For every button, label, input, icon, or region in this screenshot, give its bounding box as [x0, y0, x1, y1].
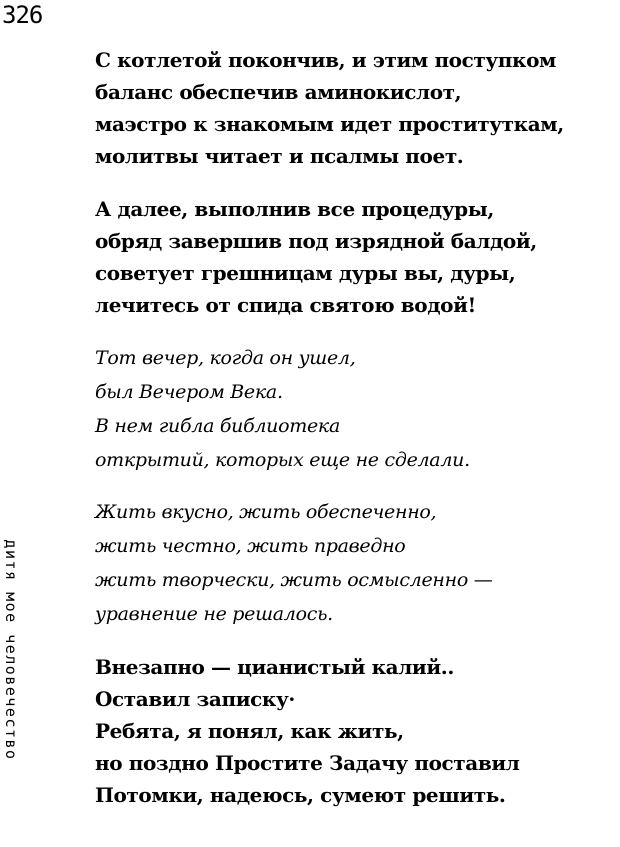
poem-body — [95, 44, 615, 811]
poem-line: С котлетой покончив, и этим поступком — [95, 48, 556, 72]
stanza-2 — [95, 193, 615, 321]
poem-line: но поздно Простите Задачу поставил — [95, 751, 520, 775]
poem-line: обряд завершив под изрядной балдой, — [95, 229, 537, 253]
stanza-3 — [95, 341, 615, 477]
stanza-4 — [95, 495, 615, 631]
page-number: 326 — [2, 1, 43, 29]
poem-line: Оставил записку· — [95, 687, 295, 711]
poem-line: жить честно, жить праведно — [95, 535, 406, 557]
running-title: дитя мое человечество — [2, 539, 20, 761]
poem-line: Внезапно — цианистый калий.. — [95, 655, 454, 679]
poem-line: советует грешницам дуры вы, дуры, — [95, 261, 516, 285]
poem-line: А далее, выполнив все процедуры, — [95, 197, 494, 221]
poem-line: баланс обеспечив аминокислот, — [95, 80, 462, 104]
poem-line: лечитесь от спида святою водой! — [95, 293, 476, 317]
poem-line: Ребята, я понял, как жить, — [95, 719, 404, 743]
poem-line: открытий, которых еще не сделали. — [95, 449, 470, 471]
poem-line: молитвы читает и псалмы поет. — [95, 144, 464, 168]
poem-line: уравнение не решалось. — [95, 603, 333, 625]
poem-line: жить творчески, жить осмысленно — — [95, 569, 493, 591]
poem-line: Потомки, надеюсь, сумеют решить. — [95, 783, 506, 807]
poem-line: В нем гибла библиотека — [95, 415, 340, 437]
poem-line: Жить вкусно, жить обеспеченно, — [95, 501, 437, 523]
stanza-5 — [95, 651, 615, 811]
poem-line: Тот вечер, когда он ушел, — [95, 347, 356, 369]
poem-line: маэстро к знакомым идет проституткам, — [95, 112, 564, 136]
stanza-1 — [95, 44, 615, 172]
poem-line: был Вечером Века. — [95, 381, 283, 403]
